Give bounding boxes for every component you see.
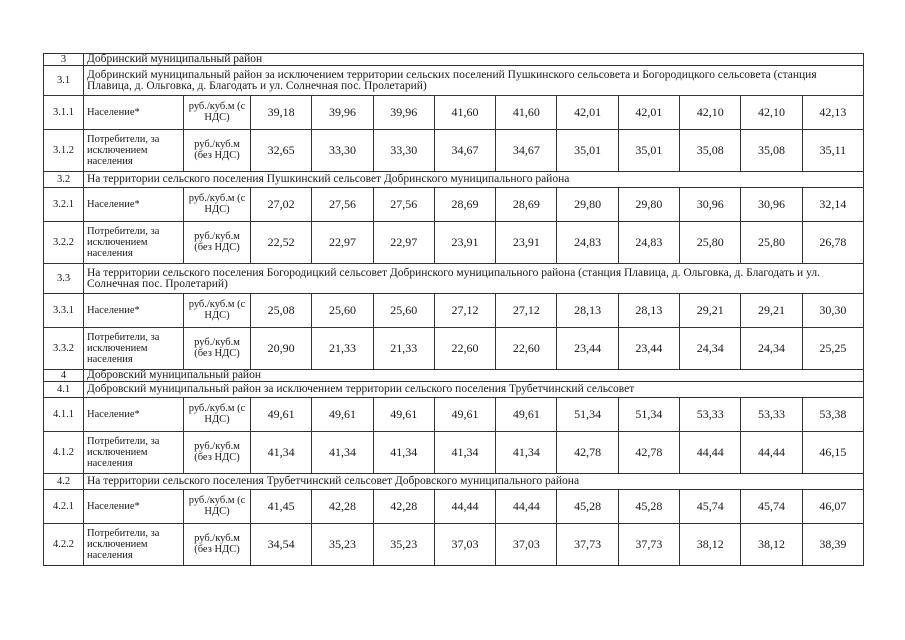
tariff-value: 25,80: [680, 222, 741, 264]
tariff-value: 21,33: [373, 328, 434, 370]
tariff-value: 27,12: [496, 294, 557, 328]
table-row: [44, 222, 864, 264]
tariff-value: 49,61: [312, 398, 373, 432]
tariff-value: 53,33: [680, 398, 741, 432]
tariff-value: 42,01: [618, 96, 679, 130]
table-row: [44, 130, 864, 172]
tariff-value: 53,33: [741, 398, 802, 432]
tariff-value: 32,14: [802, 188, 863, 222]
tariff-value: 28,69: [434, 188, 495, 222]
table-row: [44, 490, 864, 524]
tariff-value: 29,80: [618, 188, 679, 222]
row-number: 3.1.2: [44, 130, 84, 172]
row-number: 3.3: [44, 264, 84, 294]
tariff-value: 34,67: [496, 130, 557, 172]
consumer-category: Население*: [84, 490, 184, 524]
unit-cell: руб./куб.м (с НДС): [184, 398, 251, 432]
consumer-category: Население*: [84, 188, 184, 222]
unit-cell: руб./куб.м (с НДС): [184, 96, 251, 130]
section-header-row: [44, 264, 864, 294]
tariff-value: 23,91: [496, 222, 557, 264]
tariff-value: 27,12: [434, 294, 495, 328]
tariff-value: 38,39: [802, 524, 863, 566]
tariff-value: 53,38: [802, 398, 863, 432]
tariff-value: 49,61: [496, 398, 557, 432]
tariff-value: 44,44: [680, 432, 741, 474]
tariff-value: 29,21: [680, 294, 741, 328]
tariff-value: 24,34: [741, 328, 802, 370]
section-title: На территории сельского поселения Трубетчинский сельсовет Добровского муниципального района: [84, 474, 864, 490]
tariff-value: 23,91: [434, 222, 495, 264]
tariff-value: 42,01: [557, 96, 618, 130]
tariff-value: 26,78: [802, 222, 863, 264]
unit-cell: руб./куб.м (без НДС): [184, 328, 251, 370]
tariff-value: 22,97: [373, 222, 434, 264]
tariff-value: 27,56: [312, 188, 373, 222]
tariff-value: 25,60: [312, 294, 373, 328]
tariff-table-page: [43, 53, 863, 566]
tariff-value: 24,83: [557, 222, 618, 264]
tariff-value: 29,21: [741, 294, 802, 328]
tariff-value: 34,54: [251, 524, 312, 566]
tariff-value: 42,28: [312, 490, 373, 524]
tariff-value: 35,08: [741, 130, 802, 172]
row-number: 3.1: [44, 66, 84, 96]
consumer-category: Население*: [84, 398, 184, 432]
consumer-category: Население*: [84, 96, 184, 130]
table-row: [44, 524, 864, 566]
row-number: 3: [44, 54, 84, 66]
tariff-value: 23,44: [557, 328, 618, 370]
row-number: 4.2.2: [44, 524, 84, 566]
section-title: На территории сельского поселения Богородицкий сельсовет Добринского муниципального района (станция Плавица, д. Ольговка, д. Благодать и ул. Солнечная пос. Пролетарий): [84, 264, 864, 294]
tariff-value: 27,02: [251, 188, 312, 222]
tariff-value: 42,78: [557, 432, 618, 474]
section-title: Добринский муниципальный район за исключением территории сельских поселений Пушкинского сельсовета и Богородицкого сельсовета (станция Плавица, д. Ольговка, д. Благодать и ул. Солнечная пос. Пролетарий): [84, 66, 864, 96]
section-title: На территории сельского поселения Пушкинский сельсовет Добринского муниципального района: [84, 172, 864, 188]
tariff-value: 35,23: [312, 524, 373, 566]
tariff-value: 38,12: [680, 524, 741, 566]
tariff-value: 35,01: [618, 130, 679, 172]
tariff-value: 45,74: [741, 490, 802, 524]
consumer-category: Население*: [84, 294, 184, 328]
row-number: 3.2: [44, 172, 84, 188]
consumer-category: Потребители, за исключением населения: [84, 328, 184, 370]
tariff-value: 41,34: [434, 432, 495, 474]
unit-cell: руб./куб.м (без НДС): [184, 130, 251, 172]
tariff-value: 27,56: [373, 188, 434, 222]
unit-cell: руб./куб.м (без НДС): [184, 524, 251, 566]
section-header-row: [44, 370, 864, 382]
tariff-value: 46,15: [802, 432, 863, 474]
tariff-value: 22,60: [496, 328, 557, 370]
consumer-category: Потребители, за исключением населения: [84, 130, 184, 172]
row-number: 4.1.2: [44, 432, 84, 474]
consumer-category: Потребители, за исключением населения: [84, 222, 184, 264]
tariff-value: 39,18: [251, 96, 312, 130]
tariff-value: 22,52: [251, 222, 312, 264]
tariff-value: 41,34: [496, 432, 557, 474]
tariff-value: 24,34: [680, 328, 741, 370]
tariff-value: 38,12: [741, 524, 802, 566]
tariff-value: 42,78: [618, 432, 679, 474]
tariff-value: 41,34: [373, 432, 434, 474]
tariff-value: 49,61: [434, 398, 495, 432]
row-number: 4.2.1: [44, 490, 84, 524]
row-number: 4.2: [44, 474, 84, 490]
tariff-value: 28,13: [557, 294, 618, 328]
tariff-value: 24,83: [618, 222, 679, 264]
tariff-value: 33,30: [373, 130, 434, 172]
section-header-row: [44, 474, 864, 490]
section-title: Добровский муниципальный район за исключением территории сельского поселения Трубетчинский сельсовет: [84, 382, 864, 398]
tariff-value: 35,11: [802, 130, 863, 172]
tariff-value: 28,13: [618, 294, 679, 328]
tariff-value: 35,23: [373, 524, 434, 566]
tariff-value: 23,44: [618, 328, 679, 370]
tariff-value: 37,73: [557, 524, 618, 566]
tariff-value: 41,45: [251, 490, 312, 524]
tariff-value: 21,33: [312, 328, 373, 370]
tariff-table: [43, 53, 864, 566]
tariff-value: 45,28: [557, 490, 618, 524]
section-header-row: [44, 66, 864, 96]
tariff-value: 49,61: [373, 398, 434, 432]
row-number: 3.2.1: [44, 188, 84, 222]
tariff-table-body: [44, 54, 864, 566]
tariff-value: 20,90: [251, 328, 312, 370]
tariff-value: 29,80: [557, 188, 618, 222]
tariff-value: 46,07: [802, 490, 863, 524]
tariff-value: 42,10: [741, 96, 802, 130]
tariff-value: 44,44: [741, 432, 802, 474]
tariff-value: 45,74: [680, 490, 741, 524]
tariff-value: 51,34: [557, 398, 618, 432]
section-header-row: [44, 172, 864, 188]
tariff-value: 41,60: [434, 96, 495, 130]
tariff-value: 25,25: [802, 328, 863, 370]
section-title: Добровский муниципальный район: [84, 370, 864, 382]
tariff-value: 22,97: [312, 222, 373, 264]
tariff-value: 44,44: [496, 490, 557, 524]
tariff-value: 42,13: [802, 96, 863, 130]
tariff-value: 34,67: [434, 130, 495, 172]
tariff-value: 37,73: [618, 524, 679, 566]
tariff-value: 42,28: [373, 490, 434, 524]
table-row: [44, 432, 864, 474]
tariff-value: 41,34: [251, 432, 312, 474]
tariff-value: 30,96: [680, 188, 741, 222]
tariff-value: 30,30: [802, 294, 863, 328]
tariff-value: 39,96: [312, 96, 373, 130]
tariff-value: 25,08: [251, 294, 312, 328]
consumer-category: Потребители, за исключением населения: [84, 432, 184, 474]
tariff-value: 33,30: [312, 130, 373, 172]
tariff-value: 30,96: [741, 188, 802, 222]
section-header-row: [44, 382, 864, 398]
tariff-value: 28,69: [496, 188, 557, 222]
tariff-value: 44,44: [434, 490, 495, 524]
row-number: 4.1: [44, 382, 84, 398]
unit-cell: руб./куб.м (с НДС): [184, 490, 251, 524]
tariff-value: 42,10: [680, 96, 741, 130]
table-row: [44, 398, 864, 432]
table-row: [44, 188, 864, 222]
unit-cell: руб./куб.м (с НДС): [184, 188, 251, 222]
section-title: Добринский муниципальный район: [84, 54, 864, 66]
tariff-value: 41,60: [496, 96, 557, 130]
tariff-value: 49,61: [251, 398, 312, 432]
row-number: 3.3.2: [44, 328, 84, 370]
tariff-value: 51,34: [618, 398, 679, 432]
section-header-row: [44, 54, 864, 66]
tariff-value: 22,60: [434, 328, 495, 370]
row-number: 3.1.1: [44, 96, 84, 130]
tariff-value: 35,08: [680, 130, 741, 172]
tariff-value: 37,03: [434, 524, 495, 566]
table-row: [44, 328, 864, 370]
unit-cell: руб./куб.м (без НДС): [184, 222, 251, 264]
table-row: [44, 96, 864, 130]
tariff-value: 39,96: [373, 96, 434, 130]
tariff-value: 32,65: [251, 130, 312, 172]
tariff-value: 25,80: [741, 222, 802, 264]
tariff-value: 41,34: [312, 432, 373, 474]
unit-cell: руб./куб.м (без НДС): [184, 432, 251, 474]
row-number: 4: [44, 370, 84, 382]
tariff-value: 25,60: [373, 294, 434, 328]
row-number: 4.1.1: [44, 398, 84, 432]
tariff-value: 37,03: [496, 524, 557, 566]
row-number: 3.3.1: [44, 294, 84, 328]
row-number: 3.2.2: [44, 222, 84, 264]
table-row: [44, 294, 864, 328]
tariff-value: 45,28: [618, 490, 679, 524]
consumer-category: Потребители, за исключением населения: [84, 524, 184, 566]
unit-cell: руб./куб.м (с НДС): [184, 294, 251, 328]
tariff-value: 35,01: [557, 130, 618, 172]
